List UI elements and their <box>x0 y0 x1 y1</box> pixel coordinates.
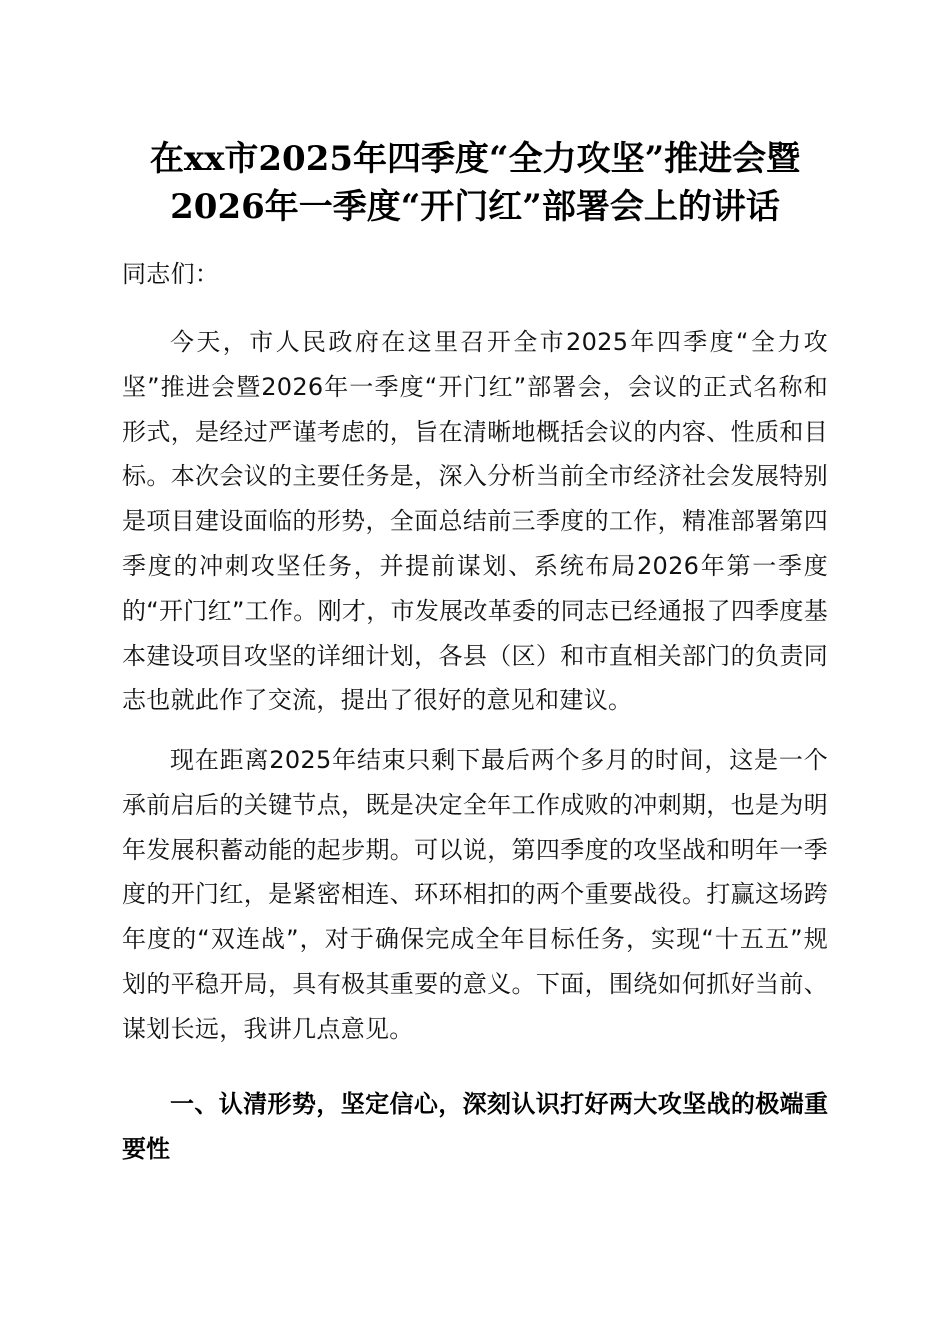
paragraph-1: 今天，市人民政府在这里召开全市2025年四季度“全力攻坚”推进会暨2026年一季度“开门红”部署会，会议的正式名称和形式，是经过严谨考虑的，旨在清晰地概括会议的内容、性质和目标。本次会议的主要任务是，深入分析当前全市经济社会发展特别是项目建设面临的形势，全面总结前三季度的工作，精准部署第四季度的冲刺攻坚任务，并提前谋划、系统布局2026年第一季度的“开门红”工作。刚才，市发展改革委的同志已经通报了四季度基本建设项目攻坚的详细计划，各县（区）和市直相关部门的负责同志也就此作了交流，提出了很好的意见和建议。 <box>122 328 828 715</box>
salutation: 同志们： <box>122 260 220 288</box>
document-title-line-2: 2026年一季度“开门红”部署会上的讲话 <box>170 187 780 227</box>
document-title-line-1: 在xx市2025年四季度“全力攻坚”推进会暨 <box>149 139 801 179</box>
section-heading-1: 一、认清形势，坚定信心，深刻认识打好两大攻坚战的极端重要性 <box>122 1090 828 1163</box>
paragraph-2: 现在距离2025年结束只剩下最后两个多月的时间，这是一个承前启后的关键节点，既是决定全年工作成败的冲刺期，也是为明年发展积蓄动能的起步期。可以说，第四季度的攻坚战和明年一季度的开门红，是紧密相连、环环相扣的两个重要战役。打赢这场跨年度的“双连战”，对于确保完成全年目标任务，实现“十五五”规划的平稳开局，具有极其重要的意义。下面，围绕如何抓好当前、谋划长远，我讲几点意见。 <box>122 746 828 1043</box>
